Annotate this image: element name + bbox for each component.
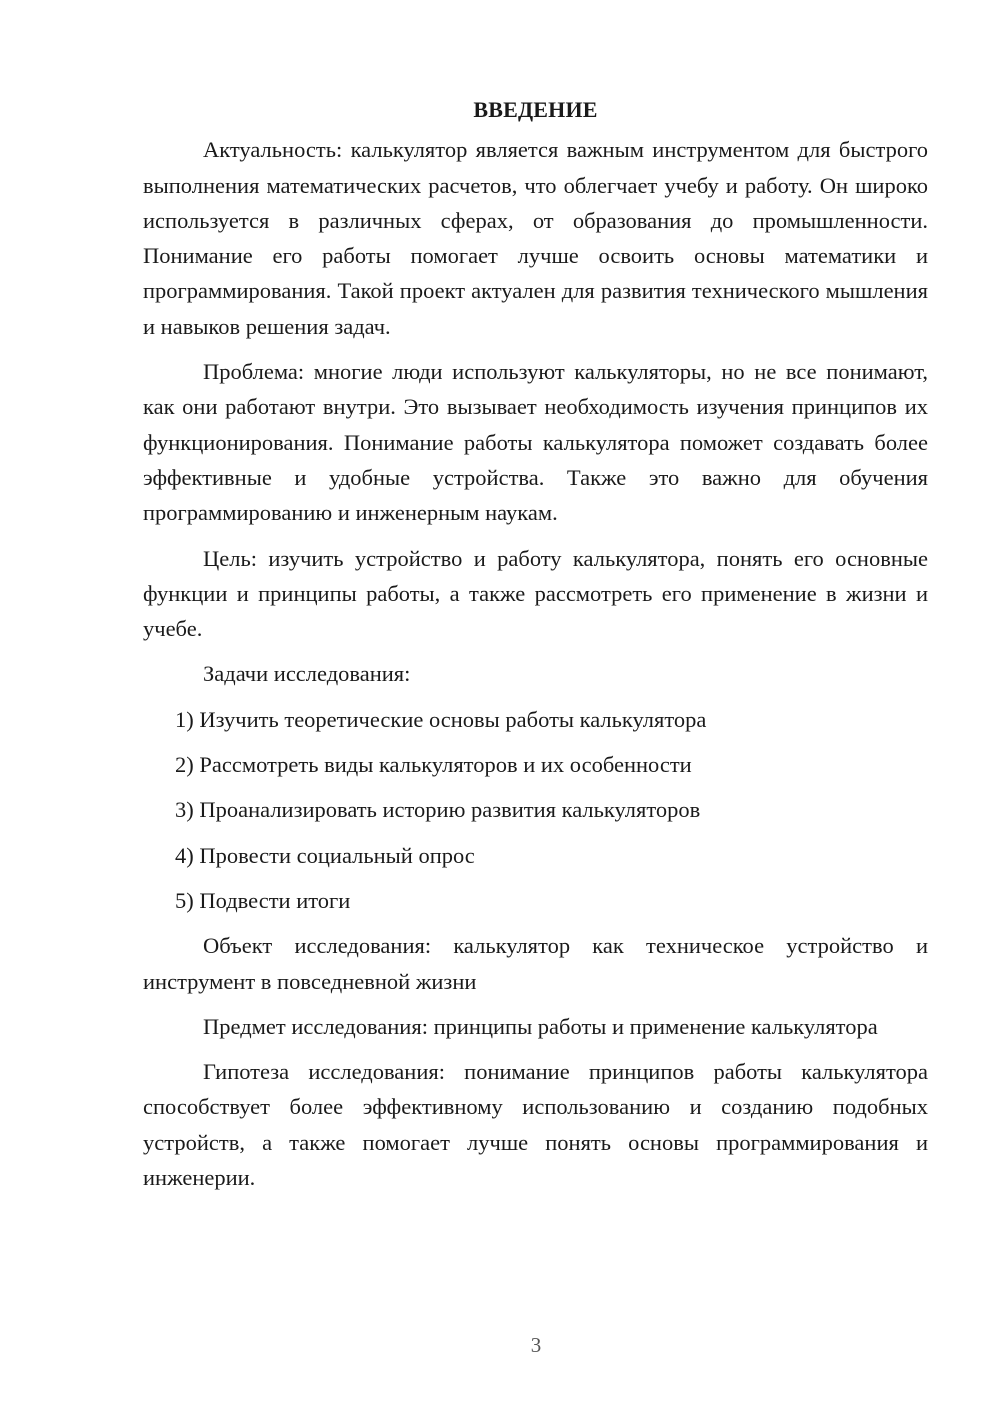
list-item: 1) Изучить теоретические основы работы калькулятора: [175, 706, 707, 732]
paragraph-object: Объект исследования: калькулятор как техническое устройство и инструмент в повседневной жизни: [143, 933, 928, 994]
page-content: [143, 92, 928, 1205]
list-item: 2) Рассмотреть виды калькуляторов и их особенности: [175, 752, 692, 778]
tasks-list: [143, 702, 928, 918]
paragraph-goal: Цель: изучить устройство и работу калькулятора, понять его основные функции и принципы работы, а также рассмотреть его применение в жизни и учебе.: [143, 545, 928, 642]
page-title: ВВЕДЕНИЕ: [473, 97, 598, 122]
paragraph-relevance: Актуальность: калькулятор является важным инструментом для быстрого выполнения математических расчетов, что облегчает учебу и работу. Он широко используется в различных сферах, от образования до промышленности. Понимание его работы помогает лучше освоить основы математики и программирования. Такой проект актуален для развития технического мышления и навыков решения задач.: [143, 137, 928, 339]
list-item: 4) Провести социальный опрос: [175, 842, 475, 868]
paragraph-problem: Проблема: многие люди используют калькуляторы, но не все понимают, как они работают внутри. Это вызывает необходимость изучения принципов их функционирования. Понимание работы калькулятора поможет создавать более эффективные и удобные устройства. Также это важно для обучения программированию и инженерным наукам.: [143, 359, 928, 526]
paragraph-hypothesis: Гипотеза исследования: понимание принципов работы калькулятора способствует более эффективному использованию и созданию подобных устройств, а также помогает лучше понять основы программирования и инженерии.: [143, 1059, 928, 1191]
page-number: 3: [530, 1333, 542, 1357]
tasks-heading: Задачи исследования:: [203, 661, 411, 687]
list-item: 5) Подвести итоги: [175, 887, 351, 913]
list-item: 3) Проанализировать историю развития калькуляторов: [175, 797, 701, 823]
paragraph-subject: Предмет исследования: принципы работы и применение калькулятора: [203, 1013, 878, 1039]
